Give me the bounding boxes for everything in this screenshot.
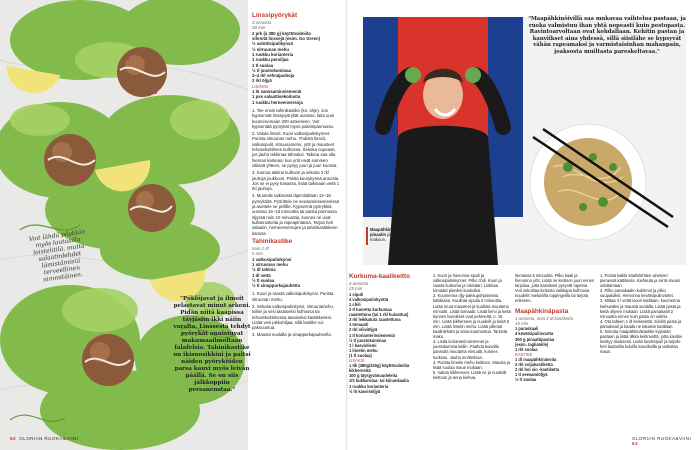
sauce-label: KASTIKE bbox=[515, 351, 533, 357]
left-recipe-column bbox=[252, 12, 340, 340]
soup-steps-column: 1. Kuori ja hienonna sipuli ja valkosipulinkynnet. Pilko chili. Kuori ja raasta kurkuma ja inkivääri. Leikkaa tomaatti pieniksi kuutioiksi. 2. Kuumenna öljy paksupohjaisessa kattilassa. Kuullota sipulia 2 minuuttia. Lisää muut mausteet ja kuullota muutama minuutti. Lisää tomaatti. Lisää liemi ja keitä kunnes kasvikset ovat pehmeitä, n. 15 min. Lisää kikherneet ja nuudelit ja keitä 5 min. Lisää limetin mehu. Lisää pilkotut kaalinlehdet ja anna kuumentua. Tarkista maku. 3. Lisää korianterinsiemenet ja juustokumina kaliin. Paahda kuivalla pannulla muutama minuutti, kunnes tuoksuu. Jauha morttelissa. 4. Purista limetin mehu keittoon. Mausta ja lisää suolaa maun mukaan. 5. Valuta kikherneet. Lisää ne ja nuudelit keittoon ja anna kiehua. bbox=[433, 273, 511, 380]
extra-label: LISÄKSI bbox=[349, 358, 365, 364]
recipe-yield: noin 2 dl bbox=[252, 245, 269, 251]
recipe-servings: 4 annosta bbox=[349, 281, 369, 286]
recipe-servings: 4 annosta, noin 2 dl kastiketta bbox=[515, 315, 574, 321]
extra-ingredients: 1 tlk (380g/230g) käyttövalmiita kikherneitä 100 g täysjyvänuudeleita 1/2 kukkaroiaa- tai kiinankaalia 1 ruukku korianteria ½ lö kasvisöljyä bbox=[349, 363, 410, 394]
caption-accent-bar bbox=[366, 227, 368, 245]
left-footer bbox=[10, 436, 78, 441]
magazine-brand: GLORIAN RUOKA&VIINI bbox=[19, 436, 79, 441]
recipe-servings: 4 annosta bbox=[252, 20, 272, 25]
extra-label: LISÄKSI bbox=[252, 83, 269, 89]
caption-bold: Maapähkinän pelimeys sopii pinaatin bbox=[370, 227, 427, 238]
photo-caption bbox=[370, 227, 428, 243]
page-gutter bbox=[346, 0, 348, 450]
recipe-time: 5 min bbox=[252, 251, 263, 257]
recipe-step: 2. Valuta linssit. Kuori valkosipulinkynnet. Purista sitruunan mehu. Yhdistä linssit, valkosipulit, sitruunamehu, yrtit ja mausteet tehosekoittimen kulhossa. Sekoita nopeasti, jos jauho tekkinaa tahnaksi. Taikina saa olla hieman karkeaa: kun yrtit eivät sommen välissä yhteen, se pysyy juuri ja juuri koossa. bbox=[252, 131, 338, 168]
recipe-steps bbox=[252, 108, 340, 236]
pasta-recipe-column bbox=[515, 273, 595, 382]
page-number: 62 bbox=[10, 436, 16, 441]
recipe-title-peanut-pasta: Maapähkinäpasta bbox=[515, 307, 569, 315]
recipe-time: 15 min bbox=[515, 320, 529, 326]
sauce-ingredients: 1 dl maapähkinävoita 2 rkl soijakastiketta 2 rkl hoi sin -kastiketta 1 tl seesamiöljyä ½ tl suolaa bbox=[515, 356, 560, 383]
handwritten-note: Voit lähdä pöytään myös lautasilla loistelitilä, mutta salaatinlehdet lämistämistä terveellinen nimmitäinen. bbox=[28, 228, 86, 284]
left-pullquote: "Pöklöjavat ja ilmoit pelastavat minut arkeni. Pidän niitä kaapissa täyjäsiin ikki näiin varalta. Linssestä tehdyt pyörykät onnistuvat makumaailmoltaan falafelsia. Tahinikastike on ikisuosikkini ja paitsi näiden pyöryköiden parsa kauvi myös leivän päällä. Se on siis jälkkoppiin persanenstaa." bbox=[173, 296, 251, 393]
recipe-title-tahini: Tahinikastike bbox=[252, 237, 293, 245]
soup-recipe-column bbox=[349, 273, 429, 394]
pasta-steps-column: 1. Poistä kaikki kaalinlehtien ainekset pienessä kattilassa. Kiehauta ja siirrä sivuun odottamaan. 2. Pilko parsakaalin kukinnot ja pilko suupaloiksi. Hienonna kevätsipulinvartet. 3. Mittaa 4 l vettä isoon kattilaan, kuumenna kiehuvaksi ja mausta suolalla. Lisää pasta ja keitä ohjeen mukaan. Lisää parsakaali 2 minuuttia ennen kuin pasta on valmis. 4. Ota talteen 1 dl keitinvettä. Siivilöi pasta ja parsakaali ja kaada ne takaisin kattilaan. 5. Sekoita maapähkinäkastike kypsään pastaan ja lisää tilkka keitinvettä, jotta kastike levittyy tasaisesti. Lisää kevätsipuli ja tarjoile heti lautasilta kuivilla kasviksilla ja tarkistaa maun. bbox=[600, 273, 683, 355]
ingredient-list: 1 valkosipulinkynsi 1 sitruunan mehu ½ dl tahinia 1 dl vettä ½ tl suolaa ½ tl sinappurkajauhetta bbox=[252, 256, 300, 289]
recipe-time: 25 min bbox=[349, 286, 363, 292]
magazine-brand: GLORIAN RUOKA&VIINI bbox=[632, 436, 692, 441]
right-pullquote: "Maapähkinöivillä saa mukavaa vaihtelua pastaan, ja ruoka valmistuu ihan yhtä nopeasti kuin pestopasta. Ravintoarvoltaan ovat kohdallaan. Kehitin pastan ja kanviikset aina yhdessä, sillä siisilähe se kypsyvät vähän rapeamaksi ja varmistaisinhan mahanpain, joaksosta muiltasta pareskeltavaa." bbox=[528, 16, 686, 55]
extra-ingredients: 1 lö sanssaminsiemeniä 1 pss salaattisekoitusta 1 ruukku herneenversoja bbox=[252, 89, 303, 105]
ingredient-list: 1 sipuli 4 valkosipulinkynttä 1 chili 2 tl tuoretta kurkumaa raastettuna (tai 1 rkl kuivattua) 2 rkl leikkatuta raastettuna 1 tomaatti 2 rkl oliiviöljyä 1 tl korianterinsiemeniä ½ tl juustokuminaa 1 l kasvisliemi 1 limetin mehu (1 tl suolaa) bbox=[349, 291, 409, 358]
recipe-title-lentil-balls: Linssipyörykät bbox=[252, 12, 298, 19]
soup-steps-continued: tiemassa 5 minuuttia. Pilko kaali ja hienonna yrtit. Lisää ne keittoon juuri ennen tarjoilua, jotta kasvikset pysyvät rapeina. Voit sekoittaa keitosta vaikkapa kulhossa nuudelit mieluisilla toppingeilla tai tarjota erikseen. bbox=[515, 273, 595, 304]
right-footer bbox=[632, 436, 696, 446]
recipe-time: 30 min bbox=[252, 25, 266, 31]
caption-text: ja persenäkin makuun. bbox=[370, 232, 413, 243]
ingredient-list: 1 paraskaali 4 kevätsipulinvartta 300 g pinaattipastaa (esim. tagliatelle) 1 rkl suolaa bbox=[515, 326, 555, 352]
recipe-step: 1. Tee ensin tahinikastike (ks. ohje). Jos kypsennät linssipyörykät uunissa, laita uuni kuumenemaan 200 asteeseen. Voit kypsentää pyörykät myös paistinpannussa. bbox=[252, 107, 335, 129]
recipe-step: 1. Kuori ja raasta valkosipulinkynsi. Purista sitruunan mehu. bbox=[252, 291, 334, 302]
page-number: 63 bbox=[632, 441, 638, 446]
recipe-steps bbox=[252, 291, 340, 337]
recipe-step: 4. Muotoile taikinasta läpimitaltaan 12–16 pyöryköitä. Pyörittele ne seesaminsiemenissä ja asettele ne pellille. Kypsennä pyörykkiä uunissa 15–18 minuuttia tai paista pannussa öljyssä noin 10 minuuttia, kunnes ne ovat kullanruskeita ja rapeapintaisia. Tarjoa heti salaatin, herneenversojen ja tahinikastikkeen kanssa. bbox=[252, 193, 339, 236]
recipe-step: 3. Mausta suolalla ja sinappurkajauheella. bbox=[252, 332, 332, 338]
recipe-step: 2. Sekoita valkosipulinkynsi, sitruunamehu, tahini ja vesi tasaiseksi kulhossa tai tehosekoittimessa tasaiseksi kastikkeeksi. Lisää vesi pikkuhiljaa, sillä kastike voi paksuuntua. bbox=[252, 303, 334, 331]
recipe-title-turmeric-soup: Kurkuma-kaalikeitto bbox=[349, 273, 411, 280]
ingredient-list: 2 prk (à 380 g) käyttövalmiita vihreitä linssejä (esim. Go Green) ½ salottisipulikynsä ½ sitruunan mehu 1 ruukku korianteria 1 ruukku persiljaa 1 tl suolaa ½ tl juustokuminaa 3–4 rkl vehnäjauhoja 2 rkl öljyä bbox=[252, 30, 321, 84]
recipe-step: 3. Kumoa taikina kulhoon ja sekoita 3 rkl jauhoja joukkoon. Paista kourykynnä annosta. Jos se ei pysy kasassa, lisää taikinaan vielä 1 rkl jauhoja. bbox=[252, 170, 340, 192]
